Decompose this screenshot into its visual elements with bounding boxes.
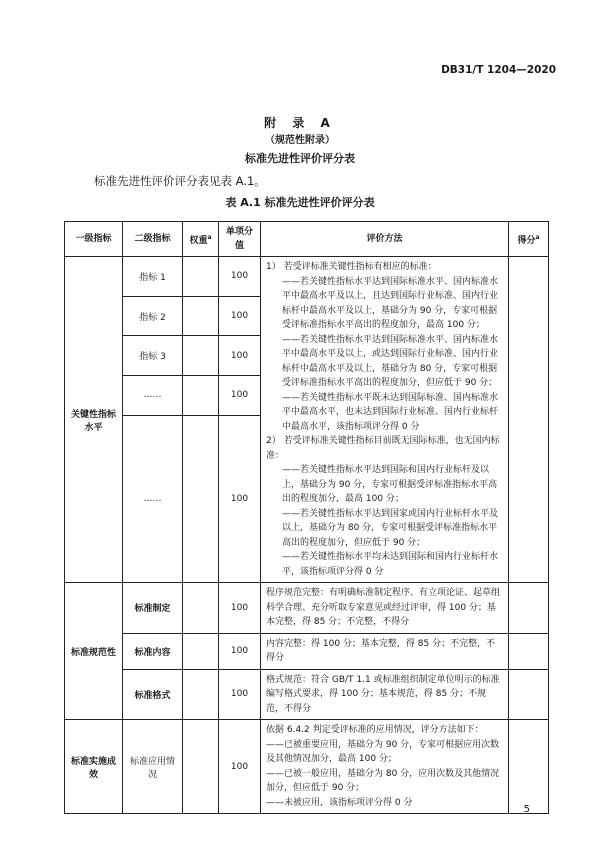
method-line: ——未被应用，该指标项评分得 0 分 bbox=[266, 797, 413, 808]
level2-cell: …… bbox=[123, 376, 183, 416]
method-cell: 内容完整：得 100 分；基本完整，得 85 分；不完整，不得分 bbox=[261, 633, 509, 669]
table-caption: 表 A.1 标准先进性评价评分表 bbox=[225, 196, 375, 209]
weight-cell bbox=[183, 376, 219, 416]
page-number: 5 bbox=[523, 804, 530, 815]
table-row bbox=[65, 669, 549, 720]
method-line: ——已被重要应用，基础分为 90 分，专家可根据应用次数及其他情况加分，最高 100 分； bbox=[266, 739, 500, 764]
method-cell bbox=[261, 257, 509, 583]
method-line: ——已被一般应用，基础分为 80 分，应用次数及其他情况加分，但应低于 90 分； bbox=[266, 768, 500, 793]
header-score: 得分$^a$ bbox=[509, 222, 549, 257]
item-score-cell: 100 bbox=[219, 336, 261, 376]
method-line: 1） 若受评标准关键性指标有相应的标准： bbox=[266, 262, 437, 272]
method-line: ——若关键性指标水平达到国际标准水平、国内标准水平中最高水平及以上，且达到国际行业标准、国内行业标杆中最高水平及以上，基础分为 90 分，专家可根据受评标准指标水平高出的程度加分，最高 100 分； bbox=[282, 276, 499, 330]
weight-cell bbox=[183, 336, 219, 376]
document-code: DB31/T 1204—2020 bbox=[441, 64, 556, 76]
item-score-cell: 100 bbox=[219, 720, 261, 814]
table-row bbox=[65, 583, 549, 634]
level2-cell: 指标 2 bbox=[123, 296, 183, 336]
method-cell: 格式规范：符合 GB/T 1.1 或标准组织制定单位明示的标准编写格式要求，得 100 分；基本规范，得 85 分；不规范，不得分 bbox=[261, 669, 509, 720]
item-score-cell: 100 bbox=[219, 296, 261, 336]
weight-cell bbox=[183, 720, 219, 814]
method-cell bbox=[261, 720, 509, 814]
score-cell bbox=[509, 257, 549, 583]
header-level1: 一级指标 bbox=[65, 222, 123, 257]
method-line: ——若关键性指标水平达到国家或国内行业标杆水平及以上，基础分为 80 分，专家可根据受评标准指标水平高出的程度加分，但应低于 90 分； bbox=[282, 508, 499, 548]
weight-cell bbox=[183, 633, 219, 669]
score-cell bbox=[509, 720, 549, 814]
item-score-cell: 100 bbox=[219, 376, 261, 416]
level2-cell: 标准内容 bbox=[123, 633, 183, 669]
method-line: 依据 6.4.2 判定受评标准的应用情况，评分方法如下： bbox=[266, 725, 484, 735]
appendix-title: 标准先进性评价评分表 bbox=[245, 152, 355, 165]
table-row bbox=[65, 633, 549, 669]
level2-cell: 标准应用情况 bbox=[123, 720, 183, 814]
level1-cell: 关键性指标水平 bbox=[65, 257, 123, 583]
method-line: ——若关键性指标水平既未达到国际标准、国内标准水平中最高水平，也未达到国际行业标准、国内行业标杆中最高水平，该指标项评分得 0 分 bbox=[282, 392, 499, 432]
appendix-type: （规范性附录） bbox=[265, 135, 335, 146]
header-level2: 二级指标 bbox=[123, 222, 183, 257]
weight-cell bbox=[183, 583, 219, 634]
item-score-cell: 100 bbox=[219, 669, 261, 720]
intro-text: 标准先进性评价评分表见表 A.1。 bbox=[94, 174, 266, 188]
method-line: ——若关键性指标水平达到国际和国内行业标杆及以上，基础分为 90 分，专家可根据受评标准指标水平高出的程度加分，最高 100 分； bbox=[282, 465, 498, 504]
score-cell bbox=[509, 669, 549, 720]
table-header-row bbox=[65, 222, 549, 257]
table-row bbox=[65, 720, 549, 814]
score-cell bbox=[509, 633, 549, 669]
weight-cell bbox=[183, 296, 219, 336]
weight-cell bbox=[183, 257, 219, 297]
level1-cell: 标准规范性 bbox=[65, 583, 123, 720]
level2-cell: …… bbox=[123, 415, 183, 582]
header-method: 评价方法 bbox=[261, 222, 509, 257]
level2-cell: 标准格式 bbox=[123, 669, 183, 720]
item-score-cell: 100 bbox=[219, 257, 261, 297]
method-line: ——若关键性指标水平达到国际标准水平、国内标准水平中最高水平及以上，或达到国际行业标准、国内行业标杆中最高水平及以上，基础分为 80 分，专家可根据受评标准指标水平高出的程度加分，但应低于 90 分； bbox=[282, 334, 499, 388]
appendix-label: 附 录 A bbox=[264, 116, 336, 130]
method-line: 2） 若受评标准关键性指标目前既无国际标准，也无国内标准： bbox=[266, 436, 500, 461]
header-item-score: 单项分值 bbox=[219, 222, 261, 257]
item-score-cell: 100 bbox=[219, 583, 261, 634]
level2-cell: 指标 3 bbox=[123, 336, 183, 376]
header-weight: 权重$^a$ bbox=[183, 222, 219, 257]
evaluation-table bbox=[64, 221, 549, 814]
method-line: ——若关键性指标水平均未达到国际和国内行业标杆水平，该指标项评分得 0 分 bbox=[282, 552, 499, 577]
weight-cell bbox=[183, 415, 219, 582]
item-score-cell: 100 bbox=[219, 633, 261, 669]
level2-cell: 指标 1 bbox=[123, 257, 183, 297]
appendix-title-block bbox=[0, 114, 600, 168]
weight-cell bbox=[183, 669, 219, 720]
level1-cell: 标准实施成效 bbox=[65, 720, 123, 814]
level2-cell: 标准制定 bbox=[123, 583, 183, 634]
table-row bbox=[65, 257, 549, 297]
item-score-cell: 100 bbox=[219, 415, 261, 582]
score-cell bbox=[509, 583, 549, 634]
method-cell: 程序规范完整：有明确标准制定程序、有立项论证、起草组科学合理、充分听取专家意见或经过评审，得 100 分；基本完整，得 85 分；不完整，不得分 bbox=[261, 583, 509, 634]
